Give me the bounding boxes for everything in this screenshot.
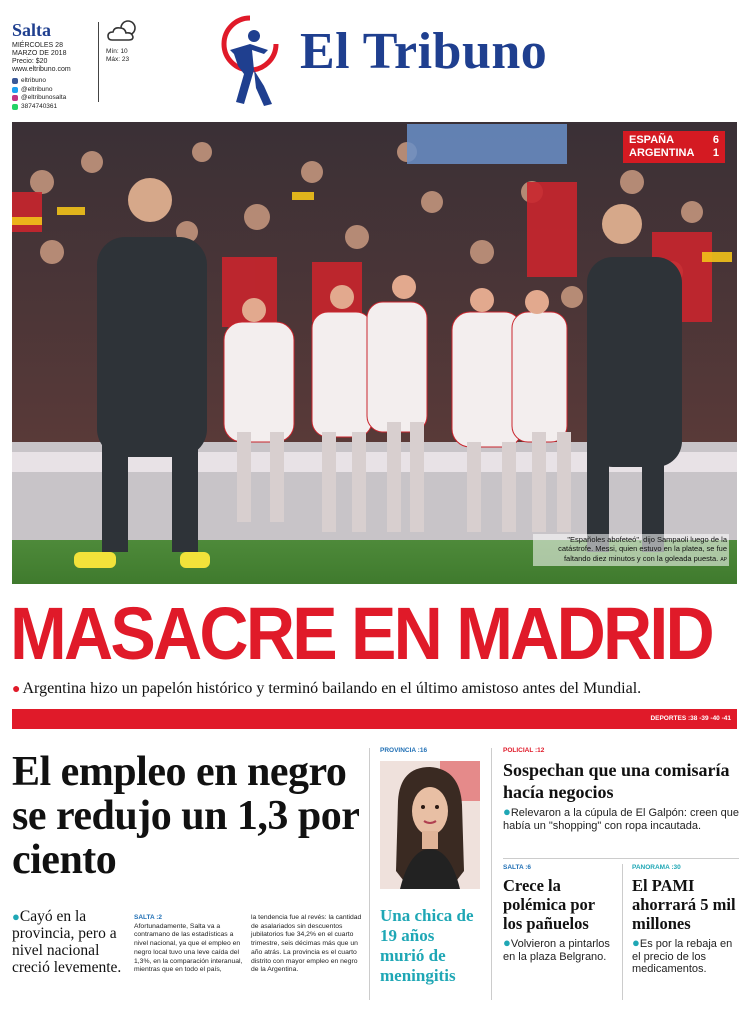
- bullet-icon: ●: [12, 909, 20, 924]
- story-provincia-headline[interactable]: Una chica de 19 años murió de meningitis: [380, 906, 474, 985]
- story-panorama-headline[interactable]: El PAMI ahorrará 5 mil millones: [632, 876, 736, 933]
- woman-portrait-image: [380, 761, 480, 889]
- website-link[interactable]: www.eltribuno.com: [12, 66, 71, 73]
- brand-title[interactable]: El Tribuno: [300, 23, 548, 80]
- masthead-divider: [98, 22, 99, 102]
- twitter-icon: [12, 87, 18, 93]
- section-tag[interactable]: SALTA :2: [134, 914, 163, 921]
- scoreboard: [623, 131, 725, 163]
- city-label: Salta: [12, 20, 52, 40]
- bullet-icon: ●: [503, 935, 511, 950]
- date-weekday: MIÉRCOLES 28: [12, 42, 63, 49]
- social-links: [12, 77, 66, 111]
- story-provincia: [380, 747, 482, 889]
- column-divider: [369, 748, 370, 1000]
- bullet-icon: ●: [503, 804, 511, 819]
- sections-bar[interactable]: DEPORTES :38 -39 -40 -41: [12, 709, 737, 729]
- partly-cloudy-icon: [106, 18, 144, 44]
- date-month: MARZO DE 2018: [12, 50, 67, 57]
- story-salta-headline[interactable]: Crece la polémica por los pañuelos: [503, 876, 595, 933]
- price: Precio: $20: [12, 58, 48, 65]
- lead-headline[interactable]: MASACRE EN MADRID: [10, 592, 712, 675]
- social-whatsapp[interactable]: 3874740361: [12, 103, 66, 112]
- instagram-icon: [12, 95, 18, 101]
- story-main-lead: ●Cayó en la provincia, pero a nivel nacional creció levemente.: [12, 908, 122, 976]
- section-tag[interactable]: PANORAMA :30: [632, 864, 681, 871]
- story-salta: [503, 864, 615, 963]
- bullet-icon: ●: [12, 682, 21, 697]
- lead-photo: [12, 122, 737, 584]
- social-twitter[interactable]: @eltribuno: [12, 86, 66, 95]
- football-celebration-photo: [12, 122, 737, 584]
- story-main-col2: la tendencia fue al revés: la cantidad de asalariados sin descuentos jubilatorios fue 34,2% en el cuarto trimestre, seis décimas más que un año atrás. La provincia es el cuarto distrito con mayor empleo en negro de la Argentina.: [251, 914, 362, 974]
- section-tag[interactable]: POLICIAL :12: [503, 747, 545, 754]
- portrait-photo: [380, 761, 480, 889]
- score-row: ESPAÑA 6: [629, 134, 719, 146]
- temp-max: Máx: 23: [106, 56, 130, 63]
- dateline: [12, 42, 100, 74]
- runner-logo-icon: [220, 14, 280, 115]
- story-main-col1: SALTA :2 Afortunadamente, Salta va a contramano de las estadísticas a nivel nacional, ya que el empleo en negro local tuvo una leve caída del 1,3%, en la comparación interanual, mientras que en todo el país,: [134, 914, 243, 974]
- story-policial-headline[interactable]: Sospechan que una comisaría hacía negocios: [503, 760, 730, 802]
- social-instagram[interactable]: @eltribunosalta: [12, 94, 66, 103]
- social-facebook[interactable]: eltribuno: [12, 77, 66, 86]
- section-tag[interactable]: PROVINCIA :16: [380, 747, 428, 754]
- story-salta-body: ●Volvieron a pintarlos en la plaza Belgrano.: [503, 935, 610, 963]
- score-row: ARGENTINA 1: [629, 147, 719, 159]
- bullet-icon: ●: [632, 935, 640, 950]
- weather-widget: [106, 18, 150, 64]
- masthead: [0, 0, 750, 118]
- facebook-icon: [12, 78, 18, 84]
- story-panorama-body: ●Es por la rebaja en el precio de los medicamentos.: [632, 935, 733, 975]
- story-main-headline[interactable]: El empleo en negro se redujo un 1,3 por ciento: [12, 749, 359, 883]
- photo-credit: AP: [720, 556, 727, 563]
- column-divider: [622, 864, 623, 1000]
- column-divider: [491, 748, 492, 1000]
- lead-subhead: ● Argentina hizo un papelón histórico y terminó bailando en el último amistoso antes del Mundial.: [12, 680, 642, 697]
- section-tag[interactable]: SALTA :6: [503, 864, 532, 871]
- temp-min: Mín: 10: [106, 48, 128, 55]
- whatsapp-icon: [12, 104, 18, 110]
- row-divider: [503, 858, 739, 859]
- story-panorama: [632, 864, 740, 976]
- story-policial-body: ●Relevaron a la cúpula de El Galpón: creen que había un "shopping" con ropa incautada.: [503, 804, 739, 832]
- photo-caption: "Españoles abofeteó", dijo Sampaoli luego de la catástrofe. Messi, quien estuvo en la platea, se fue faltando diez minutos y con la goleada puesta. AP: [533, 534, 729, 567]
- story-policial: [503, 747, 739, 833]
